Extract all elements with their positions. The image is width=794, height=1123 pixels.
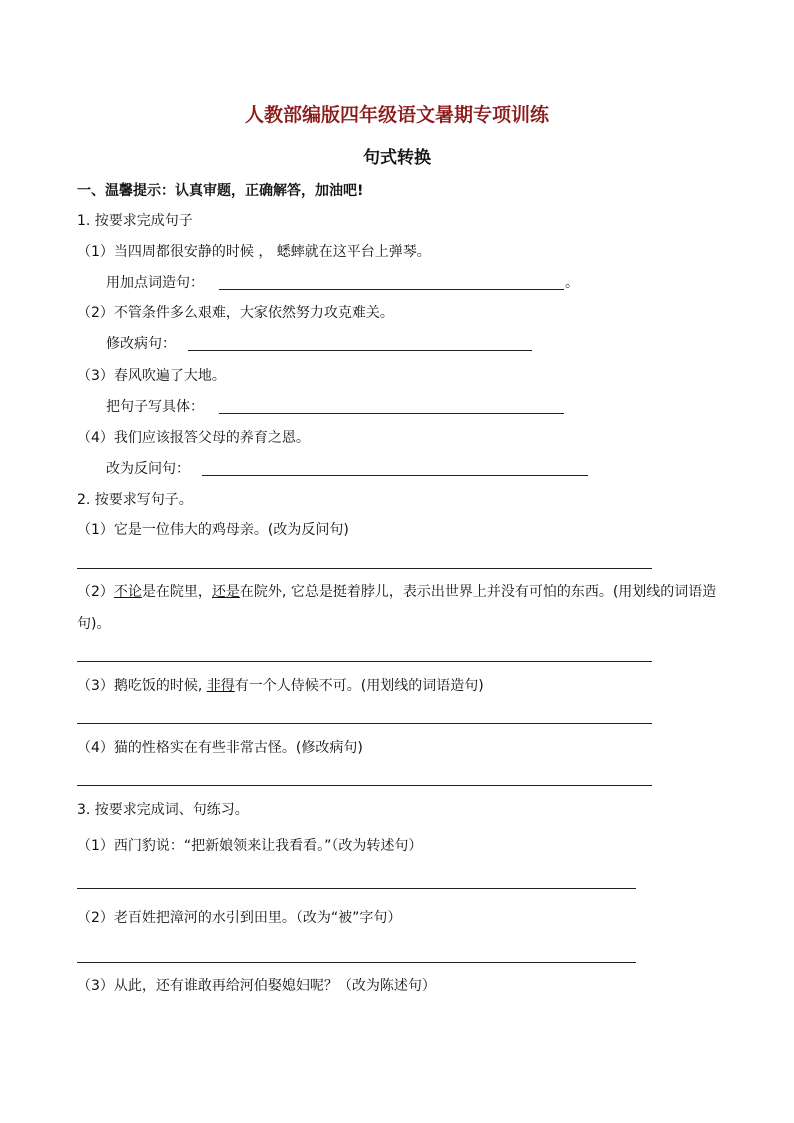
q1-item-2-prompt: 修改病句： bbox=[106, 336, 176, 352]
q1-item-1-text: （1）当四周都很安静的时候 ， 蟋蟀就在这平台上弹琴。 bbox=[77, 244, 431, 260]
q1-item-4-answer-line[interactable] bbox=[202, 475, 588, 476]
q3-item-1-answer-line[interactable] bbox=[77, 888, 636, 889]
underlined-word-1: 不论 bbox=[113, 584, 142, 600]
q1-item-4-prompt: 改为反问句： bbox=[106, 461, 190, 477]
q2-item-3-answer-line[interactable] bbox=[77, 723, 652, 724]
q2-item-3-text: （3）鹅吃饭的时候, 非得有一个人侍候不可。(用划线的词语造句) bbox=[77, 678, 484, 694]
underlined-word-3: 非得 bbox=[206, 678, 235, 694]
section-heading: 一、温馨提示：认真审题，正确解答，加油吧! bbox=[77, 183, 364, 199]
question-2-label: 2. 按要求写句子。 bbox=[77, 492, 193, 508]
q3-item-2-answer-line[interactable] bbox=[77, 962, 636, 963]
q1-item-2-text: （2）不管条件多么艰难，大家依然努力攻克难关。 bbox=[77, 305, 394, 321]
q3-item-2-text: （2）老百姓把漳河的水引到田里。（改为“被”字句） bbox=[77, 910, 402, 926]
q1-item-3-text: （3）春风吹遍了大地。 bbox=[77, 368, 226, 384]
q2-item-1-answer-line[interactable] bbox=[77, 568, 652, 569]
q2-item-4-answer-line[interactable] bbox=[77, 785, 652, 786]
q1-item-2-answer-line[interactable] bbox=[188, 350, 532, 351]
q2-item-2-text: （2）不论是在院里，还是在院外, 它总是挺着脖儿，表示出世界上并没有可怕的东西。(用划线的词语造句)。 bbox=[77, 584, 717, 632]
q1-item-1-answer-line[interactable] bbox=[219, 289, 564, 290]
q1-item-3-answer-line[interactable] bbox=[219, 413, 564, 414]
document-subtitle: 句式转换 bbox=[363, 148, 431, 168]
q1-item-3-prompt: 把句子写具体： bbox=[106, 399, 204, 415]
q2-item-1-text: （1）它是一位伟大的鸡母亲。(改为反问句) bbox=[77, 522, 349, 538]
q3-item-3-text: （3）从此，还有谁敢再给河伯娶媳妇呢？（改为陈述句） bbox=[77, 978, 436, 994]
q3-item-1-text: （1）西门豹说：“把新娘领来让我看看。”（改为转述句） bbox=[77, 838, 423, 854]
q2-item-2-answer-line[interactable] bbox=[77, 661, 652, 662]
question-1-label: 1. 按要求完成句子 bbox=[77, 213, 193, 229]
q1-item-1-end: 。 bbox=[565, 275, 579, 291]
underlined-word-2: 还是 bbox=[211, 584, 240, 600]
q1-item-4-text: （4）我们应该报答父母的养育之恩。 bbox=[77, 430, 310, 446]
q2-item-4-text: （4）猫的性格实在有些非常古怪。(修改病句) bbox=[77, 740, 363, 756]
document-title: 人教部编版四年级语文暑期专项训练 bbox=[244, 104, 549, 126]
q1-item-1-prompt: 用加点词造句： bbox=[106, 275, 204, 291]
question-3-label: 3. 按要求完成词、句练习。 bbox=[77, 802, 249, 818]
